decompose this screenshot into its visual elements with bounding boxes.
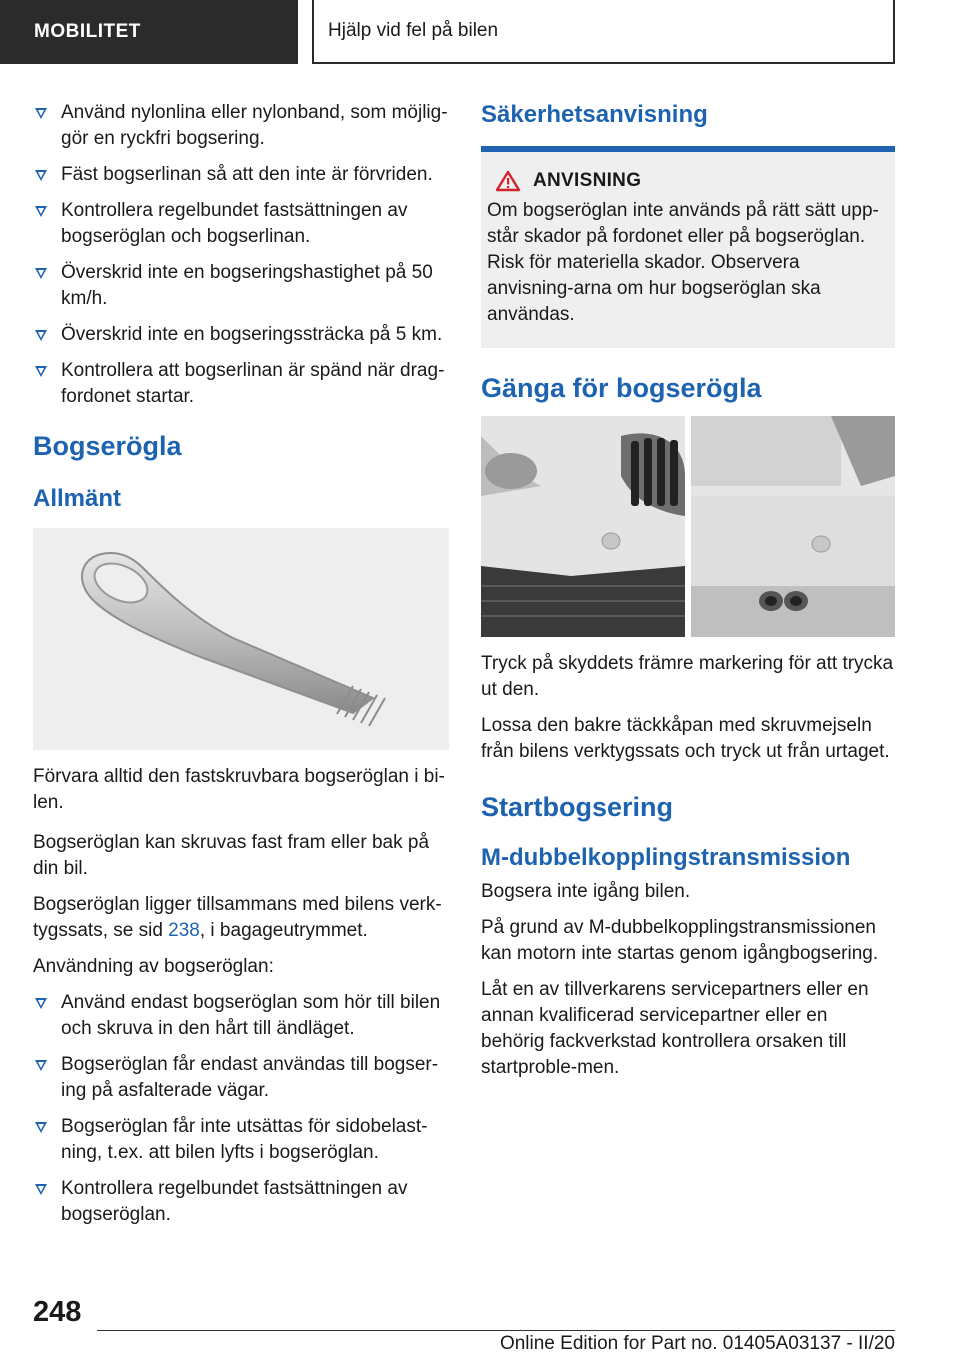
list-item: Kontrollera regelbundet fastsättningen av bogseröglan.: [33, 1176, 449, 1228]
list-item: Använd nylonlina eller nylonband, som möjlig-gör en ryckfri bogsering.: [33, 100, 449, 152]
rear-bumper-illustration: [691, 416, 895, 637]
paragraph: Låt en av tillverkarens servicepartners eller en annan kvalificerad servicepartner eller en behörig fackverkstad kontrollera orsaken till startproble-men.: [481, 979, 869, 1078]
left-column: [33, 100, 449, 1238]
subheading-general: Allmänt: [33, 485, 122, 512]
paragraph: Lossa den bakre täckkåpan med skruvmejseln från bilens verktygssats och tryck ut från urtaget.: [481, 715, 890, 762]
paragraph: Tryck på skyddets främre markering för att trycka ut den.: [481, 653, 894, 700]
rear-bumper-image: [691, 416, 895, 637]
front-bumper-illustration: [481, 416, 685, 637]
warning-text: Om bogseröglan inte används på rätt sätt upp-står skador på fordonet eller på bogseröglan. Risk för materiella skador. Observera anvisning-arna om hur bogseröglan ska användas.: [487, 200, 879, 325]
list-item: Använd endast bogseröglan som hör till bilen och skruva in den hårt till ändläget.: [33, 990, 449, 1042]
section-tab: [0, 0, 298, 64]
chapter-title: Hjälp vid fel på bilen: [328, 20, 499, 41]
list-item: Överskrid inte en bogseringshastighet på 50 km/h.: [33, 260, 449, 312]
warning-box: [481, 152, 895, 348]
paragraph: Användning av bogseröglan:: [33, 956, 274, 977]
towing-eye-image: [33, 528, 449, 750]
list-item: Kontrollera regelbundet fastsättningen av bogseröglan och bogserlinan.: [33, 198, 449, 250]
section-heading-safety: Säkerhetsanvisning: [481, 101, 708, 128]
warning-title: ANVISNING: [533, 170, 642, 191]
bullet-triangle-icon: [35, 1184, 47, 1195]
chapter-tab: [312, 0, 895, 64]
bullet-list-bottom: [33, 990, 449, 1228]
warning-triangle-icon: [495, 170, 521, 192]
paragraph: På grund av M-dubbelkopplingstransmissionen kan motorn inte startas genom igångbogsering.: [481, 917, 879, 964]
paragraph: Bogseröglan ligger tillsammans med bilens verk-tygssats, se sid 238, i bagageutrymmet.: [33, 894, 442, 941]
section-heading-thread: Gänga för bogserögla: [481, 373, 762, 403]
bullet-list-top: [33, 100, 449, 410]
footer-edition: Online Edition for Part no. 01405A03137 - II/20: [499, 1333, 895, 1354]
section-title: MOBILITET: [34, 21, 141, 42]
footer-divider: [97, 1330, 895, 1331]
towing-eye-illustration: [33, 528, 449, 750]
section-heading-towing-eye: Bogserögla: [33, 431, 182, 461]
thread-images: [481, 416, 895, 637]
bullet-triangle-icon: [35, 1122, 47, 1133]
list-item: Överskrid inte en bogseringssträcka på 5 km.: [33, 322, 449, 348]
bullet-triangle-icon: [35, 206, 47, 217]
section-heading-start-towing: Startbogsering: [481, 792, 674, 822]
bullet-triangle-icon: [35, 330, 47, 341]
front-bumper-image: [481, 416, 685, 637]
page-number: 248: [33, 1296, 82, 1328]
bullet-triangle-icon: [35, 998, 47, 1009]
bullet-triangle-icon: [35, 1060, 47, 1071]
list-item: Kontrollera att bogserlinan är spänd när drag-fordonet startar.: [33, 358, 449, 410]
list-item: Fäst bogserlinan så att den inte är förvriden.: [33, 162, 449, 188]
paragraph: Förvara alltid den fastskruvbara bogseröglan i bi-len.: [33, 766, 445, 813]
warning-header: [487, 170, 889, 192]
page-link[interactable]: 238: [168, 920, 200, 941]
subheading-mdct: M-dubbelkopplingstransmission: [481, 844, 851, 871]
paragraph: Bogsera inte igång bilen.: [481, 881, 691, 902]
bullet-triangle-icon: [35, 366, 47, 377]
bullet-triangle-icon: [35, 268, 47, 279]
bullet-triangle-icon: [35, 170, 47, 181]
right-column: [481, 100, 895, 1091]
paragraph: Bogseröglan kan skruvas fast fram eller bak på din bil.: [33, 832, 430, 879]
list-item: Bogseröglan får inte utsättas för sidobelast-ning, t.ex. att bilen lyfts i bogseröglan.: [33, 1114, 449, 1166]
bullet-triangle-icon: [35, 108, 47, 119]
list-item: Bogseröglan får endast användas till bogser-ing på asfalterade vägar.: [33, 1052, 449, 1104]
